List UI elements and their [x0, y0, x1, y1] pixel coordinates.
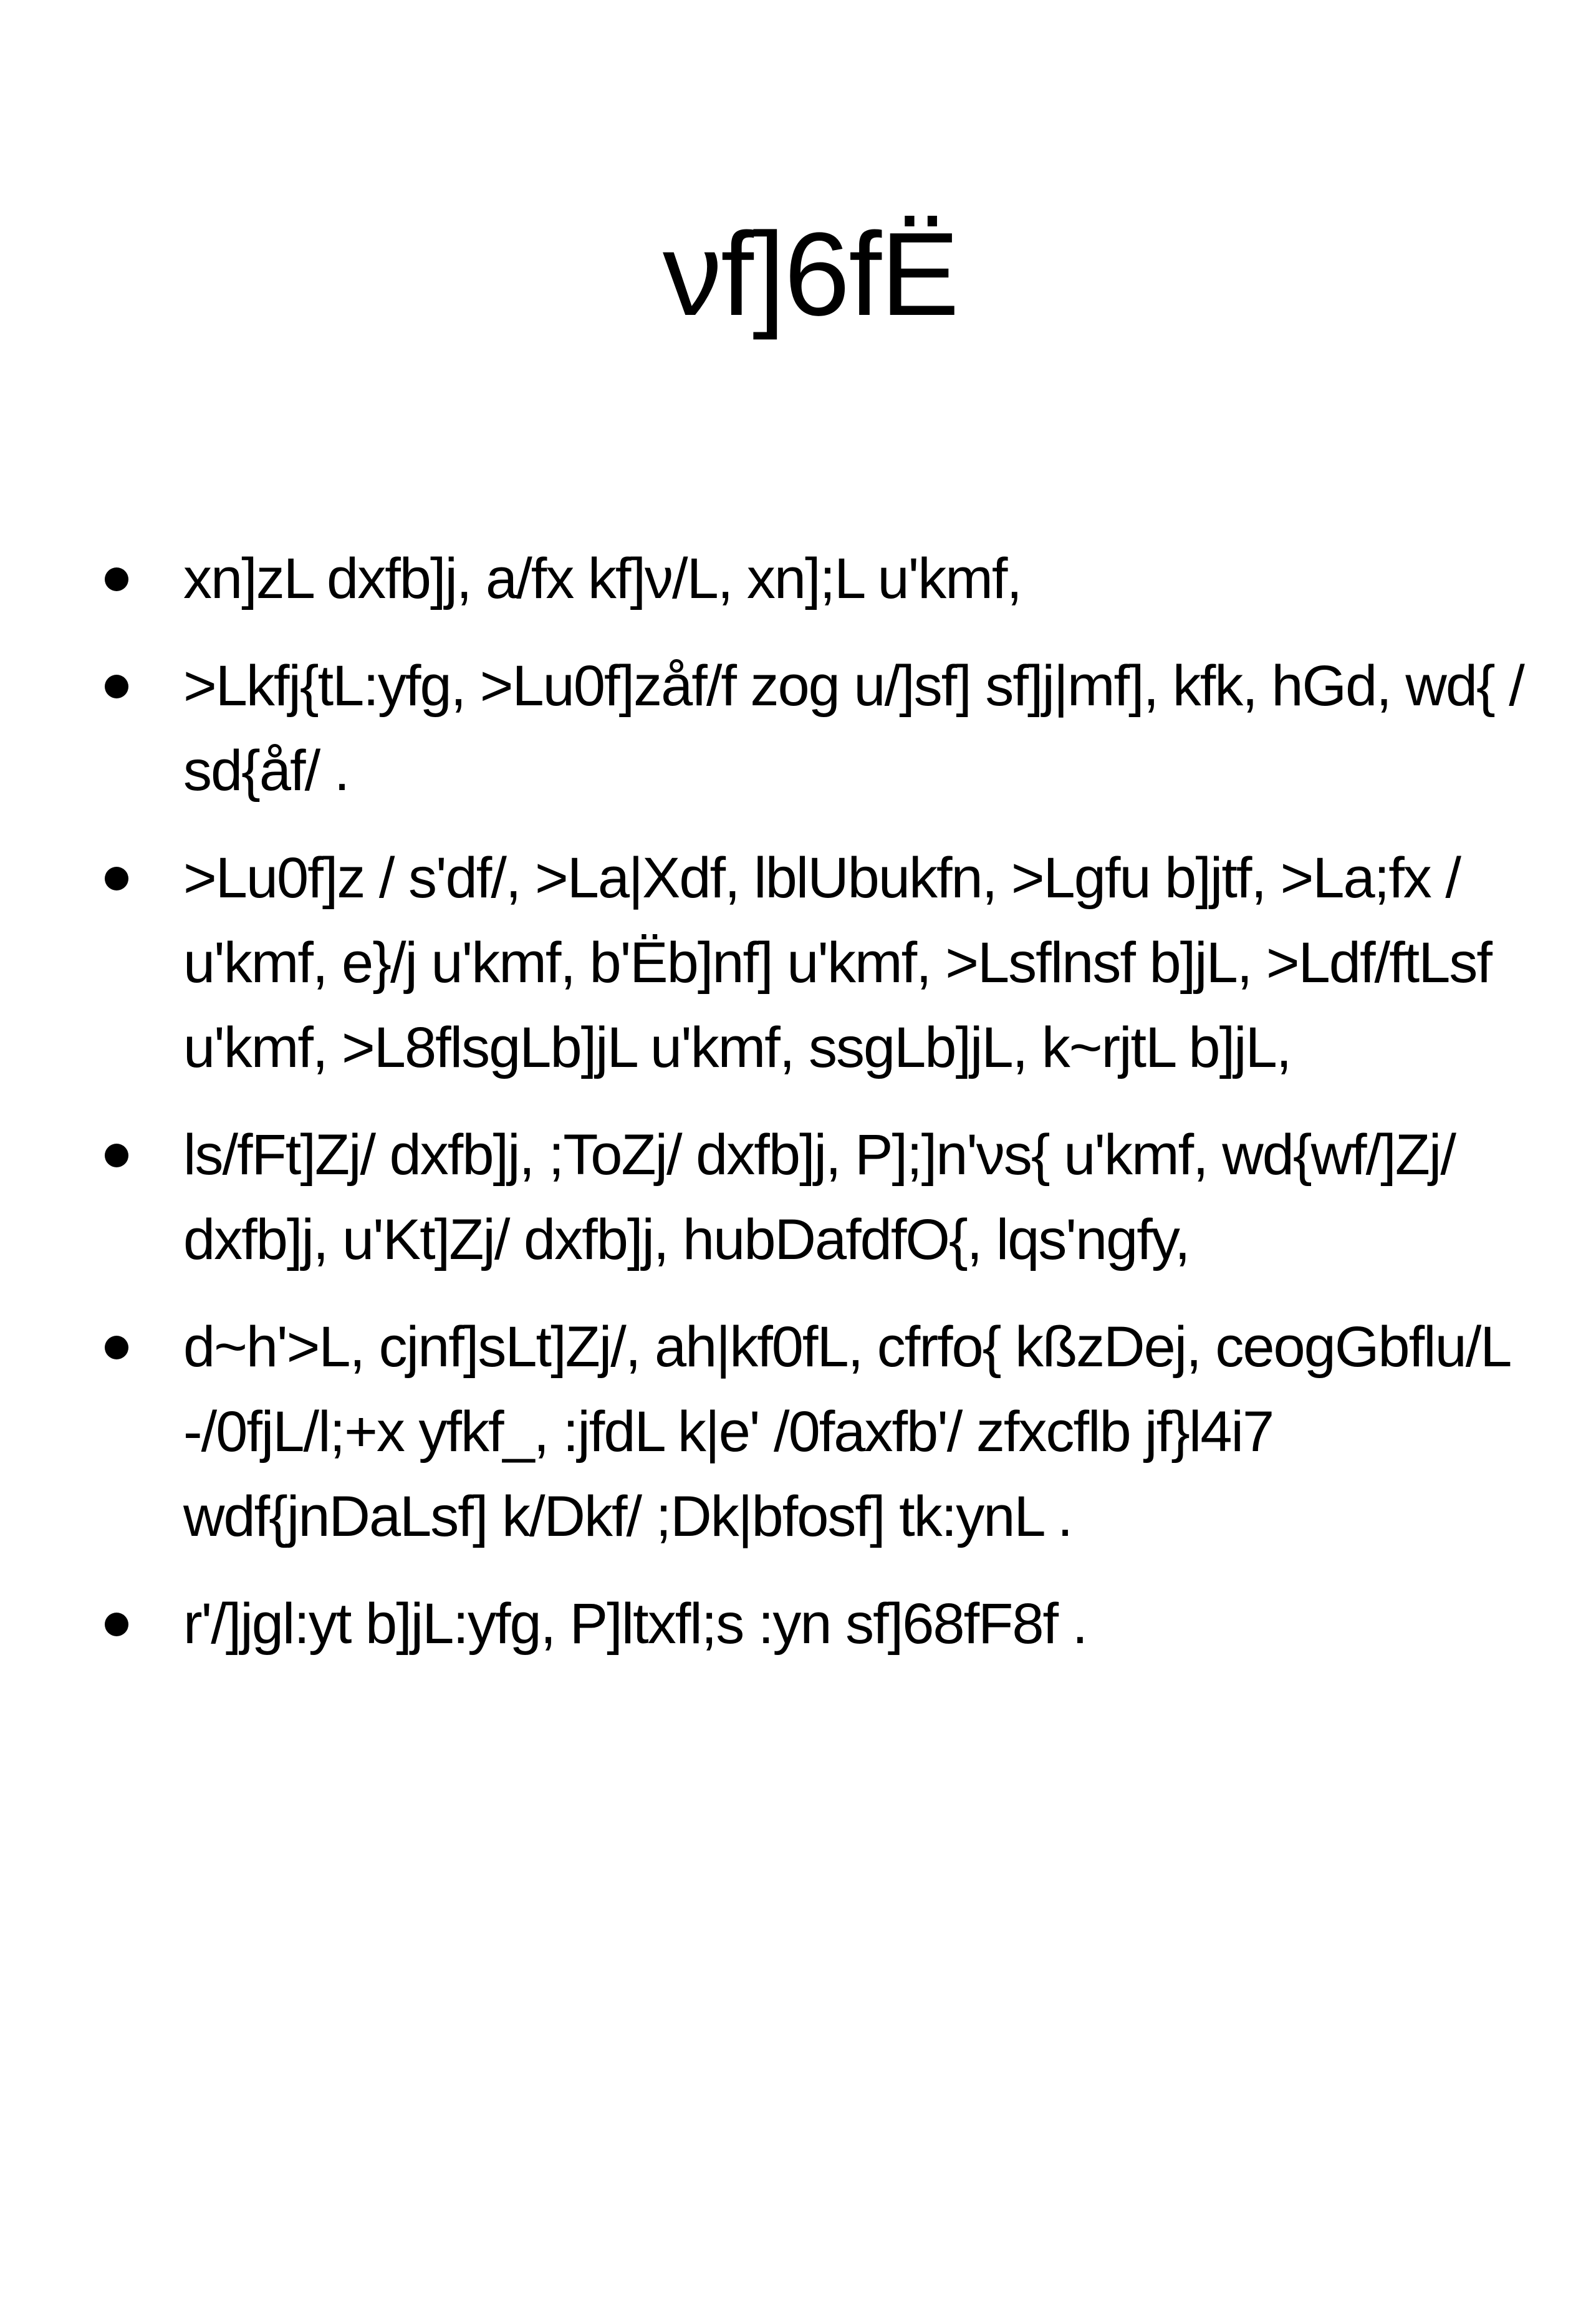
bullet-item — [94, 1305, 1540, 1559]
bullet-icon — [105, 567, 128, 591]
bullet-item — [94, 836, 1540, 1090]
bullet-icon — [105, 1336, 128, 1359]
bullet-text: ls/fFt]Zj/ dxfb]j, ;ToZj/ dxfb]j, P];]n'νs{ u'kmf, wd{wf/]Zj/ dxfb]j, u'Kt]Zj/ dxfb]j, hubDafdfO{, lqs'ngfy, — [183, 1123, 1455, 1271]
bullet-text: xn]zL dxfb]j, a/fx kf]ν/L, xn];L u'kmf, — [183, 547, 1021, 610]
bullet-icon — [105, 1613, 128, 1636]
slide-title: νf]6fË — [663, 208, 958, 340]
bullet-item — [94, 644, 1540, 813]
bullet-text: >Lkfj{tL:yfg, >Lu0f]zåf/f zog u/]sf] sf]j|mf], kfk, hGd, wd{ / sd{åf/ . — [183, 654, 1524, 803]
bullet-icon — [105, 1144, 128, 1167]
bullet-list — [94, 536, 1540, 1689]
bullet-text: >Lu0f]z / s'df/, >La|Xdf, lblUbukfn, >Lgfu b]jtf, >La;fx / u'kmf, e}/j u'kmf, b'Ëb]nf] u'kmf, >Lsflnsf b]jL, >Ldf/ftLsf u'kmf, >L8flsgLb]jL u'kmf, ssgLb]jL, k~rjtL b]jL, — [183, 846, 1491, 1079]
bullet-item — [94, 1112, 1540, 1282]
bullet-text: r'/]jgl:yt b]jL:yfg, P]ltxfl;s :yn sf]68fF8f . — [183, 1592, 1087, 1656]
bullet-text: d~h'>L, cjnf]sLt]Zj/, ah|kf0fL, cfrfo{ kßzDej, ceogGbflu/L -/0fjL/l;+x yfkf_, :jfdL k|e' /0faxfb'/ zfxcflb jf}l4i7 wdf{jnDaLsf] k/Dkf/ ;Dk|bfosf] tk:ynL . — [183, 1315, 1509, 1548]
bullet-item — [94, 1581, 1540, 1666]
bullet-item — [94, 536, 1540, 621]
bullet-icon — [105, 867, 128, 890]
bullet-icon — [105, 675, 128, 698]
